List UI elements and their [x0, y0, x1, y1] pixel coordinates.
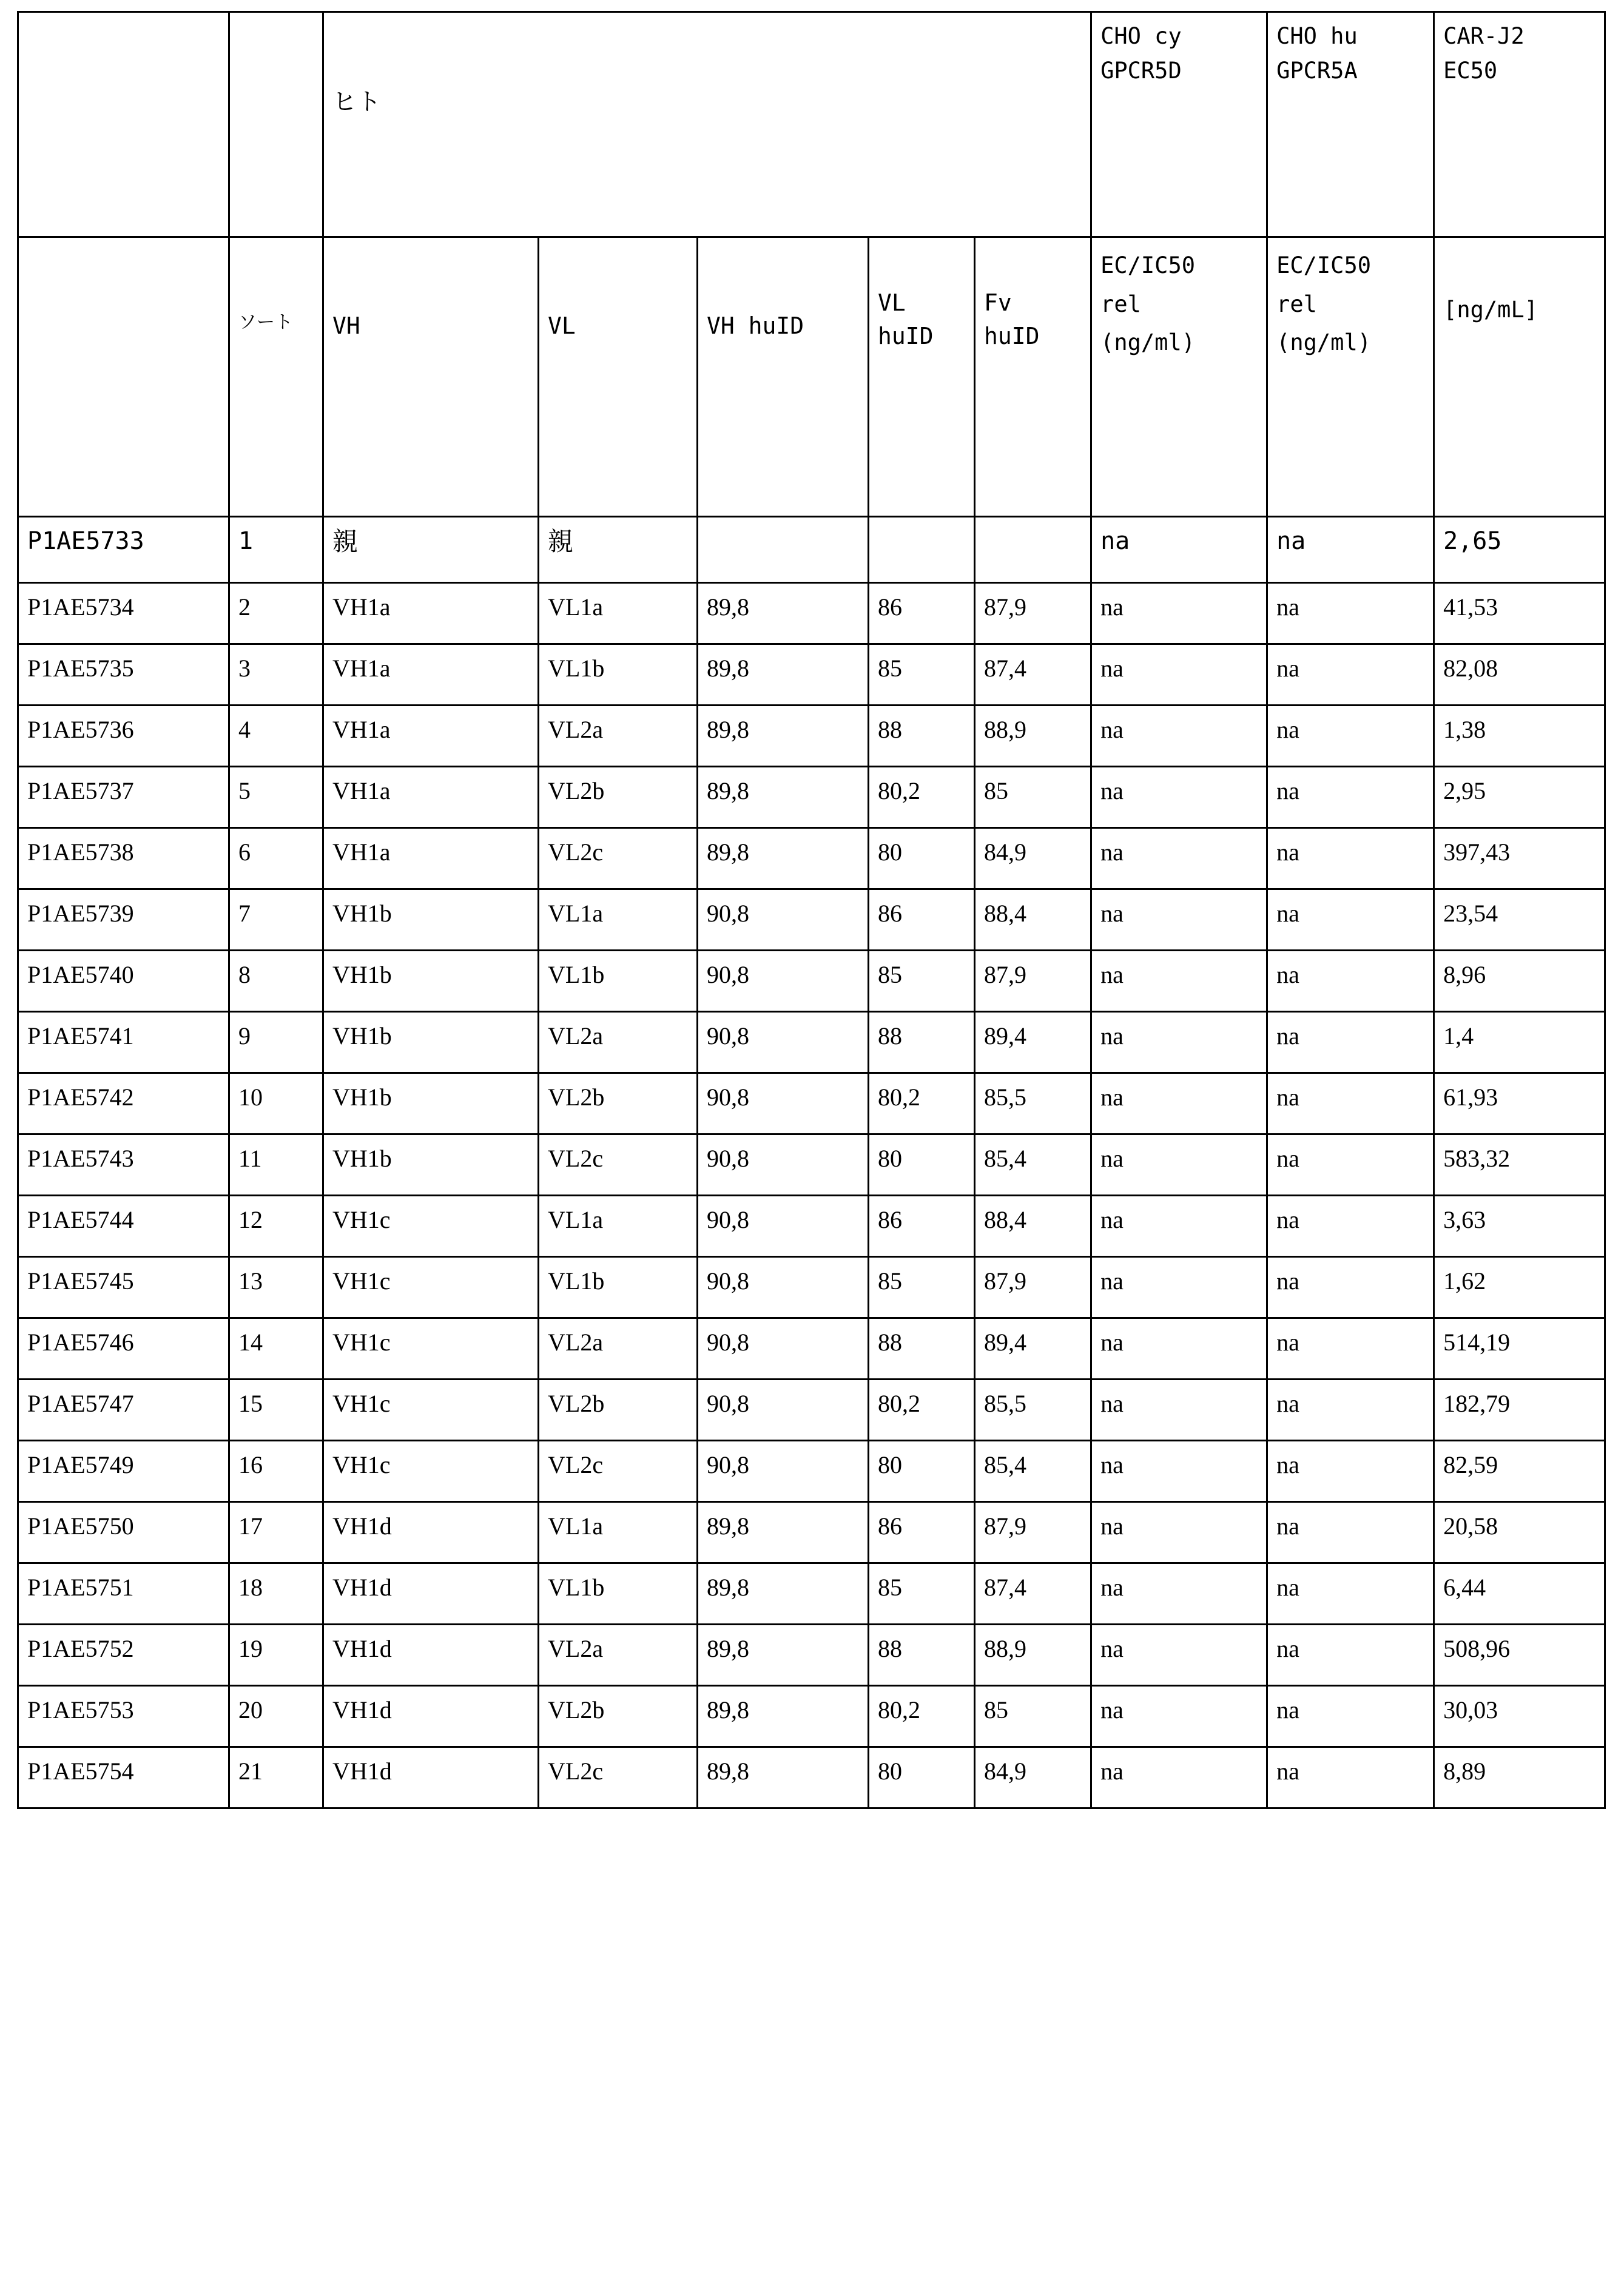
row-cho-hu: na: [1267, 889, 1434, 951]
row-cho-hu: na: [1267, 1134, 1434, 1196]
row-cho-cy: na: [1091, 1196, 1267, 1257]
table-row: [18, 767, 1605, 828]
row-cho-hu: na: [1267, 1563, 1434, 1625]
row-car-ec50: 82,08: [1434, 644, 1605, 706]
row-id: P1AE5735: [18, 644, 229, 706]
row-vl: 親: [539, 517, 698, 583]
row-vh-huid: 90,8: [698, 1380, 869, 1441]
row-cho-cy: na: [1091, 1563, 1267, 1625]
row-vl-huid: 80: [869, 1134, 975, 1196]
row-vh: VH1a: [323, 583, 539, 644]
row-sort: 14: [229, 1318, 323, 1380]
row-sort: 21: [229, 1747, 323, 1808]
table-row: [18, 1502, 1605, 1563]
row-vh-huid: [698, 517, 869, 583]
row-cho-hu: na: [1267, 767, 1434, 828]
row-car-ec50: 23,54: [1434, 889, 1605, 951]
row-sort: 16: [229, 1441, 323, 1502]
row-fv-huid: 87,4: [975, 1563, 1091, 1625]
header-sort: ソート: [229, 237, 323, 517]
row-vh-huid: 89,8: [698, 644, 869, 706]
row-sort: 17: [229, 1502, 323, 1563]
table-row: [18, 889, 1605, 951]
row-id: P1AE5743: [18, 1134, 229, 1196]
row-car-ec50: 20,58: [1434, 1502, 1605, 1563]
header-group-cho-hu: [1267, 12, 1434, 237]
row-fv-huid: [975, 517, 1091, 583]
table-row: [18, 517, 1605, 583]
row-vh-huid: 90,8: [698, 1134, 869, 1196]
row-car-ec50: 1,38: [1434, 706, 1605, 767]
row-fv-huid: 87,9: [975, 583, 1091, 644]
row-cho-cy: na: [1091, 1318, 1267, 1380]
row-cho-cy: na: [1091, 706, 1267, 767]
row-fv-huid: 84,9: [975, 1747, 1091, 1808]
row-id: P1AE5740: [18, 951, 229, 1012]
row-id: P1AE5734: [18, 583, 229, 644]
row-vh: VH1a: [323, 828, 539, 889]
row-car-ec50: 6,44: [1434, 1563, 1605, 1625]
row-vl-huid: 80,2: [869, 767, 975, 828]
row-cho-hu: na: [1267, 1073, 1434, 1134]
row-sort: 13: [229, 1257, 323, 1318]
row-vl-huid: 86: [869, 1196, 975, 1257]
row-cho-cy: na: [1091, 1073, 1267, 1134]
row-sort: 4: [229, 706, 323, 767]
table-row: [18, 1196, 1605, 1257]
row-fv-huid: 89,4: [975, 1318, 1091, 1380]
row-vl: VL1a: [539, 583, 698, 644]
row-fv-huid: 89,4: [975, 1012, 1091, 1073]
row-vl-huid: 80,2: [869, 1073, 975, 1134]
row-cho-hu: na: [1267, 1441, 1434, 1502]
row-vl: VL2b: [539, 1073, 698, 1134]
row-vl: VL2b: [539, 1380, 698, 1441]
table-header: [18, 12, 1605, 517]
row-car-ec50: 1,4: [1434, 1012, 1605, 1073]
row-cho-hu: na: [1267, 951, 1434, 1012]
header-blank-id2: [18, 237, 229, 517]
row-id: P1AE5742: [18, 1073, 229, 1134]
row-vl-huid: 85: [869, 951, 975, 1012]
header-cho-hu-unit-line3: (ng/ml): [1276, 329, 1371, 356]
header-fv-huid-line2: huID: [984, 323, 1040, 350]
row-car-ec50: 583,32: [1434, 1134, 1605, 1196]
row-cho-cy: na: [1091, 889, 1267, 951]
row-cho-cy: na: [1091, 517, 1267, 583]
row-cho-cy: na: [1091, 828, 1267, 889]
row-fv-huid: 84,9: [975, 828, 1091, 889]
table-row: [18, 1686, 1605, 1747]
header-group-car: [1434, 12, 1605, 237]
row-vl: VL2c: [539, 1134, 698, 1196]
header-group-human: ヒト: [323, 12, 1091, 237]
row-cho-cy: na: [1091, 1686, 1267, 1747]
row-cho-cy: na: [1091, 1747, 1267, 1808]
row-vl: VL1b: [539, 1563, 698, 1625]
table-row: [18, 1563, 1605, 1625]
row-id: P1AE5749: [18, 1441, 229, 1502]
row-sort: 20: [229, 1686, 323, 1747]
row-car-ec50: 82,59: [1434, 1441, 1605, 1502]
table-row: [18, 1380, 1605, 1441]
row-vl: VL1b: [539, 951, 698, 1012]
row-sort: 8: [229, 951, 323, 1012]
row-cho-cy: na: [1091, 1012, 1267, 1073]
table-row: [18, 706, 1605, 767]
header-vh: VH: [323, 237, 539, 517]
row-car-ec50: 41,53: [1434, 583, 1605, 644]
row-cho-hu: na: [1267, 706, 1434, 767]
row-cho-hu: na: [1267, 1747, 1434, 1808]
row-vh: VH1c: [323, 1380, 539, 1441]
row-id: P1AE5750: [18, 1502, 229, 1563]
row-vh: VH1c: [323, 1196, 539, 1257]
row-cho-hu: na: [1267, 1196, 1434, 1257]
row-id: P1AE5754: [18, 1747, 229, 1808]
table-row: [18, 1625, 1605, 1686]
row-fv-huid: 88,9: [975, 1625, 1091, 1686]
row-cho-cy: na: [1091, 1441, 1267, 1502]
table-row: [18, 1134, 1605, 1196]
row-sort: 10: [229, 1073, 323, 1134]
row-vl-huid: 85: [869, 644, 975, 706]
row-car-ec50: 3,63: [1434, 1196, 1605, 1257]
antibody-variants-table: [17, 11, 1606, 1809]
row-vh-huid: 89,8: [698, 706, 869, 767]
row-cho-hu: na: [1267, 1686, 1434, 1747]
header-cho-cy-unit-line2: rel: [1100, 291, 1141, 317]
row-car-ec50: 514,19: [1434, 1318, 1605, 1380]
row-vl-huid: 80: [869, 1441, 975, 1502]
row-vh: VH1d: [323, 1625, 539, 1686]
row-sort: 3: [229, 644, 323, 706]
table-body: [18, 517, 1605, 1808]
row-vh: VH1b: [323, 1073, 539, 1134]
row-cho-cy: na: [1091, 1502, 1267, 1563]
row-car-ec50: 1,62: [1434, 1257, 1605, 1318]
row-fv-huid: 87,9: [975, 951, 1091, 1012]
row-fv-huid: 88,4: [975, 1196, 1091, 1257]
row-vl-huid: 88: [869, 1318, 975, 1380]
row-vl-huid: 86: [869, 1502, 975, 1563]
header-vl-huid: [869, 237, 975, 517]
row-vl: VL1a: [539, 889, 698, 951]
table-row: [18, 1012, 1605, 1073]
row-vh: VH1a: [323, 706, 539, 767]
header-cho-cy-unit-line1: EC/IC50: [1100, 252, 1195, 278]
header-cho-hu-line2: GPCR5A: [1276, 58, 1358, 84]
header-vl-huid-line1: VL: [878, 289, 906, 316]
row-vl-huid: 80: [869, 1747, 975, 1808]
row-id: P1AE5746: [18, 1318, 229, 1380]
row-vh: VH1a: [323, 644, 539, 706]
row-vh-huid: 90,8: [698, 1257, 869, 1318]
row-car-ec50: 8,89: [1434, 1747, 1605, 1808]
row-car-ec50: 508,96: [1434, 1625, 1605, 1686]
header-vl-huid-line2: huID: [878, 323, 934, 350]
row-vl-huid: 88: [869, 1012, 975, 1073]
row-cho-cy: na: [1091, 1134, 1267, 1196]
table-row: [18, 828, 1605, 889]
row-cho-hu: na: [1267, 828, 1434, 889]
row-vl-huid: 88: [869, 1625, 975, 1686]
table-row: [18, 1747, 1605, 1808]
row-id: P1AE5744: [18, 1196, 229, 1257]
header-group-cho-cy: [1091, 12, 1267, 237]
row-vl: VL1b: [539, 1257, 698, 1318]
row-vh: VH1c: [323, 1441, 539, 1502]
row-cho-hu: na: [1267, 1380, 1434, 1441]
header-fv-huid-line1: Fv: [984, 289, 1012, 316]
header-cho-cy-line2: GPCR5D: [1100, 58, 1182, 84]
row-vl: VL2c: [539, 1441, 698, 1502]
header-car-line1: CAR-J2: [1443, 23, 1525, 49]
row-vh: VH1d: [323, 1686, 539, 1747]
row-fv-huid: 87,9: [975, 1257, 1091, 1318]
header-car-line2: EC50: [1443, 58, 1498, 84]
header-cho-cy-unit: [1091, 237, 1267, 517]
row-vh: VH1b: [323, 1134, 539, 1196]
row-vh: VH1d: [323, 1563, 539, 1625]
row-id: P1AE5741: [18, 1012, 229, 1073]
row-vh-huid: 90,8: [698, 889, 869, 951]
header-vh-huid: VH huID: [698, 237, 869, 517]
header-car-unit: [ng/mL]: [1434, 237, 1605, 517]
row-vl-huid: 88: [869, 706, 975, 767]
header-cho-hu-line1: CHO hu: [1276, 23, 1358, 49]
table-row: [18, 644, 1605, 706]
row-vh: 親: [323, 517, 539, 583]
row-vl-huid: 85: [869, 1563, 975, 1625]
row-fv-huid: 85,4: [975, 1441, 1091, 1502]
row-fv-huid: 87,4: [975, 644, 1091, 706]
row-fv-huid: 87,9: [975, 1502, 1091, 1563]
row-car-ec50: 397,43: [1434, 828, 1605, 889]
row-cho-hu: na: [1267, 1257, 1434, 1318]
row-id: P1AE5737: [18, 767, 229, 828]
row-fv-huid: 85: [975, 767, 1091, 828]
row-id: P1AE5751: [18, 1563, 229, 1625]
row-vh-huid: 90,8: [698, 1073, 869, 1134]
row-cho-cy: na: [1091, 951, 1267, 1012]
row-sort: 9: [229, 1012, 323, 1073]
row-sort: 19: [229, 1625, 323, 1686]
table-row: [18, 951, 1605, 1012]
row-cho-hu: na: [1267, 1318, 1434, 1380]
row-car-ec50: 182,79: [1434, 1380, 1605, 1441]
row-vh-huid: 90,8: [698, 1318, 869, 1380]
header-blank-id: [18, 12, 229, 237]
row-vh-huid: 89,8: [698, 1563, 869, 1625]
row-vh-huid: 90,8: [698, 1196, 869, 1257]
row-sort: 1: [229, 517, 323, 583]
table-row: [18, 1257, 1605, 1318]
row-vl: VL2b: [539, 767, 698, 828]
header-cho-hu-unit-line1: EC/IC50: [1276, 252, 1371, 278]
row-vl-huid: 80: [869, 828, 975, 889]
row-vh-huid: 90,8: [698, 1441, 869, 1502]
row-vl: VL2a: [539, 1318, 698, 1380]
row-cho-hu: na: [1267, 1012, 1434, 1073]
row-vl: VL1a: [539, 1196, 698, 1257]
row-fv-huid: 88,4: [975, 889, 1091, 951]
row-vl-huid: [869, 517, 975, 583]
row-vl: VL2b: [539, 1686, 698, 1747]
row-vh-huid: 90,8: [698, 951, 869, 1012]
row-vl: VL2a: [539, 1625, 698, 1686]
row-vh-huid: 89,8: [698, 767, 869, 828]
header-fv-huid: [975, 237, 1091, 517]
row-fv-huid: 85: [975, 1686, 1091, 1747]
row-vh: VH1c: [323, 1318, 539, 1380]
row-vl-huid: 80,2: [869, 1686, 975, 1747]
row-vl-huid: 85: [869, 1257, 975, 1318]
row-vh-huid: 89,8: [698, 1502, 869, 1563]
row-sort: 2: [229, 583, 323, 644]
row-vl: VL1b: [539, 644, 698, 706]
row-cho-hu: na: [1267, 583, 1434, 644]
row-sort: 15: [229, 1380, 323, 1441]
row-vh: VH1a: [323, 767, 539, 828]
row-fv-huid: 85,5: [975, 1073, 1091, 1134]
row-vl: VL2c: [539, 828, 698, 889]
row-vh-huid: 89,8: [698, 828, 869, 889]
row-id: P1AE5752: [18, 1625, 229, 1686]
row-vl: VL1a: [539, 1502, 698, 1563]
row-vh: VH1b: [323, 1012, 539, 1073]
row-cho-hu: na: [1267, 1625, 1434, 1686]
row-cho-hu: na: [1267, 517, 1434, 583]
row-id: P1AE5738: [18, 828, 229, 889]
row-vh: VH1d: [323, 1502, 539, 1563]
row-vh: VH1c: [323, 1257, 539, 1318]
row-vh-huid: 89,8: [698, 1747, 869, 1808]
row-id: P1AE5736: [18, 706, 229, 767]
header-vl: VL: [539, 237, 698, 517]
row-vl: VL2a: [539, 706, 698, 767]
row-cho-hu: na: [1267, 644, 1434, 706]
header-cho-hu-unit-line2: rel: [1276, 291, 1317, 317]
table-row: [18, 1441, 1605, 1502]
row-vh-huid: 90,8: [698, 1012, 869, 1073]
row-sort: 18: [229, 1563, 323, 1625]
row-id: P1AE5733: [18, 517, 229, 583]
row-id: P1AE5745: [18, 1257, 229, 1318]
row-car-ec50: 2,65: [1434, 517, 1605, 583]
row-car-ec50: 8,96: [1434, 951, 1605, 1012]
row-cho-hu: na: [1267, 1502, 1434, 1563]
row-sort: 12: [229, 1196, 323, 1257]
row-id: P1AE5739: [18, 889, 229, 951]
row-cho-cy: na: [1091, 644, 1267, 706]
row-sort: 11: [229, 1134, 323, 1196]
row-vh: VH1b: [323, 951, 539, 1012]
row-vl-huid: 80,2: [869, 1380, 975, 1441]
row-car-ec50: 61,93: [1434, 1073, 1605, 1134]
row-vh-huid: 89,8: [698, 1686, 869, 1747]
row-vl-huid: 86: [869, 583, 975, 644]
row-cho-cy: na: [1091, 767, 1267, 828]
header-blank-sort: [229, 12, 323, 237]
row-car-ec50: 2,95: [1434, 767, 1605, 828]
row-vh: VH1b: [323, 889, 539, 951]
row-cho-cy: na: [1091, 583, 1267, 644]
row-sort: 6: [229, 828, 323, 889]
table-row: [18, 1318, 1605, 1380]
header-row-top: [18, 12, 1605, 237]
row-vh-huid: 89,8: [698, 583, 869, 644]
row-vh-huid: 89,8: [698, 1625, 869, 1686]
row-vl: VL2c: [539, 1747, 698, 1808]
header-cho-cy-line1: CHO cy: [1100, 23, 1182, 49]
row-cho-cy: na: [1091, 1257, 1267, 1318]
row-fv-huid: 85,5: [975, 1380, 1091, 1441]
header-cho-cy-unit-line3: (ng/ml): [1100, 329, 1195, 356]
header-row-sub: [18, 237, 1605, 517]
row-vl: VL2a: [539, 1012, 698, 1073]
row-id: P1AE5747: [18, 1380, 229, 1441]
row-cho-cy: na: [1091, 1380, 1267, 1441]
row-id: P1AE5753: [18, 1686, 229, 1747]
row-vl-huid: 86: [869, 889, 975, 951]
table-row: [18, 1073, 1605, 1134]
row-fv-huid: 88,9: [975, 706, 1091, 767]
header-cho-hu-unit: [1267, 237, 1434, 517]
row-sort: 5: [229, 767, 323, 828]
row-car-ec50: 30,03: [1434, 1686, 1605, 1747]
row-sort: 7: [229, 889, 323, 951]
row-vh: VH1d: [323, 1747, 539, 1808]
row-fv-huid: 85,4: [975, 1134, 1091, 1196]
table-row: [18, 583, 1605, 644]
row-cho-cy: na: [1091, 1625, 1267, 1686]
